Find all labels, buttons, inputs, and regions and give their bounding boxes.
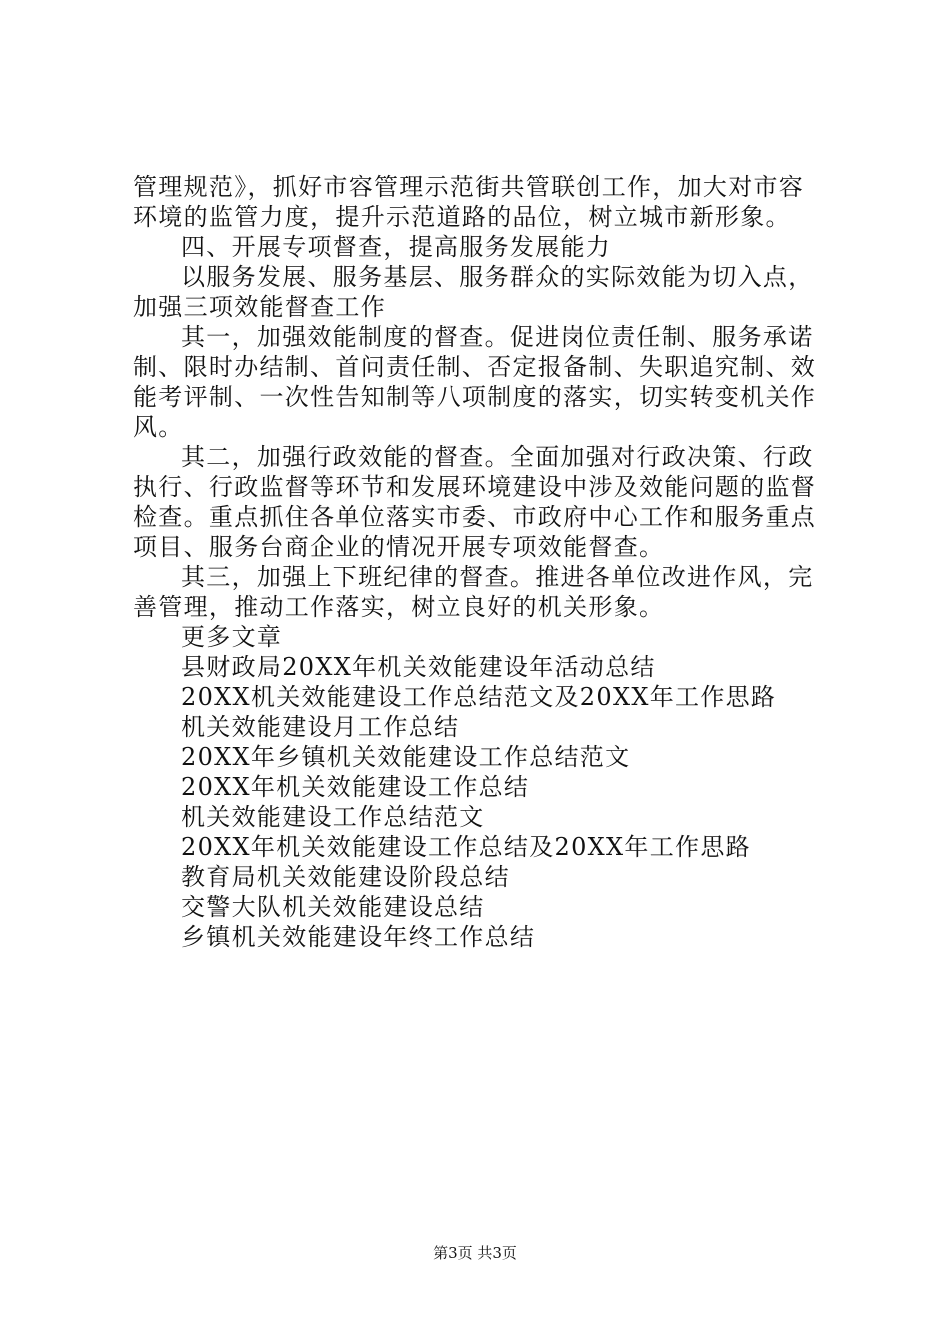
paragraph-line: 风。 bbox=[133, 413, 184, 441]
article-link[interactable]: 20XX机关效能建设工作总结范文及20XX年工作思路 bbox=[181, 683, 777, 711]
paragraph-line: 四、开展专项督查，提高服务发展能力 bbox=[181, 233, 612, 261]
paragraph-line: 环境的监管力度，提升示范道路的品位，树立城市新形象。 bbox=[133, 203, 791, 231]
paragraph bbox=[133, 172, 833, 232]
paragraph-line: 其一，加强效能制度的督查。促进岗位责任制、服务承诺 bbox=[181, 323, 814, 351]
paragraph-line: 其三，加强上下班纪律的督查。推进各单位改进作风，完 bbox=[181, 563, 814, 591]
article-link[interactable]: 20XX年乡镇机关效能建设工作总结范文 bbox=[181, 743, 631, 771]
article-link[interactable]: 教育局机关效能建设阶段总结 bbox=[181, 863, 510, 891]
paragraph-list bbox=[133, 172, 833, 622]
paragraph bbox=[133, 322, 833, 442]
article-link[interactable]: 机关效能建设月工作总结 bbox=[181, 713, 460, 741]
paragraph-line: 管理规范》，抓好市容管理示范街共管联创工作，加大对市容 bbox=[133, 173, 805, 201]
article-link[interactable]: 乡镇机关效能建设年终工作总结 bbox=[181, 923, 536, 951]
article-link[interactable]: 县财政局20XX年机关效能建设年活动总结 bbox=[181, 653, 656, 681]
paragraph-line: 以服务发展、服务基层、服务群众的实际效能为切入点， bbox=[181, 263, 814, 291]
more-articles-heading: 更多文章 bbox=[181, 623, 283, 651]
paragraph-line: 能考评制、一次性告知制等八项制度的落实，切实转变机关作 bbox=[133, 383, 817, 411]
paragraph bbox=[133, 562, 833, 622]
more-articles-list bbox=[133, 652, 833, 952]
paragraph bbox=[133, 442, 833, 562]
paragraph-line: 加强三项效能督查工作 bbox=[133, 293, 386, 321]
document-body bbox=[133, 172, 833, 952]
paragraph bbox=[133, 232, 833, 262]
paragraph-line: 检查。重点抓住各单位落实市委、市政府中心工作和服务重点 bbox=[133, 503, 817, 531]
article-link[interactable]: 机关效能建设工作总结范文 bbox=[181, 803, 485, 831]
article-link[interactable]: 交警大队机关效能建设总结 bbox=[181, 893, 485, 921]
paragraph-line: 其二，加强行政效能的督查。全面加强对行政决策、行政 bbox=[181, 443, 814, 471]
paragraph-line: 项目、服务台商企业的情况开展专项效能督查。 bbox=[133, 533, 665, 561]
paragraph-line: 执行、行政监督等环节和发展环境建设中涉及效能问题的监督 bbox=[133, 473, 817, 501]
page-number: 第3页 共3页 bbox=[433, 1244, 517, 1262]
paragraph-line: 制、限时办结制、首问责任制、否定报备制、失职追究制、效 bbox=[133, 353, 817, 381]
article-link[interactable]: 20XX年机关效能建设工作总结及20XX年工作思路 bbox=[181, 833, 751, 861]
article-link[interactable]: 20XX年机关效能建设工作总结 bbox=[181, 773, 530, 801]
paragraph bbox=[133, 262, 833, 322]
paragraph-line: 善管理，推动工作落实，树立良好的机关形象。 bbox=[133, 593, 665, 621]
